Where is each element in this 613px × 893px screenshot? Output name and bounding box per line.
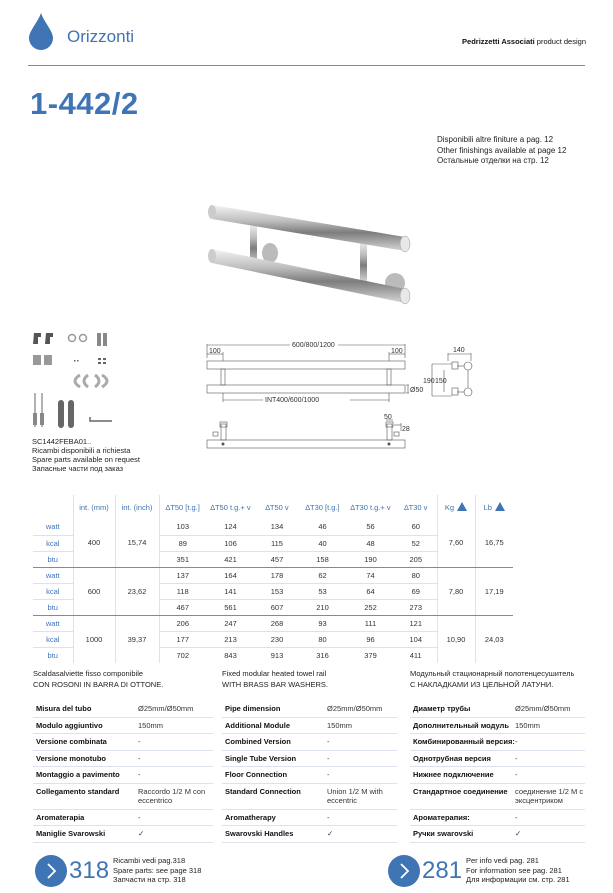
spare-parts-page-note: Ricambi vedi pag.318 Spare parts: see page 318 Запчасти на стр. 318 <box>113 856 202 884</box>
spec-row: Ручки swarovski ✓ <box>410 826 585 843</box>
dim-offset-right: 100 <box>391 348 403 355</box>
water-drop-icon <box>28 12 54 50</box>
spec-row: Swarovski Handles ✓ <box>222 826 397 843</box>
spare-parts-image <box>30 325 120 430</box>
dim-height-axis: 150 <box>435 378 447 385</box>
dim-total-width: 600/800/1200 <box>292 342 335 349</box>
info-page-number[interactable]: 281 <box>422 857 463 884</box>
table-row: kcal 89 106 115 40 48 52 <box>33 535 513 551</box>
spec-column-italian: Scaldasalviette fisso componibile CON ROSONI IN BARRA DI OTTONE. Misura del tubo Ø25mm/Ø50mm Modulo aggiuntivo 150mm Versione combinata - Versione monotubo - Montaggio a pavimento - Collegamento standard Raccordo 1/2 M con eccentrico Aromaterapia - Maniglie Svarowski ✓ <box>33 669 213 843</box>
chevron-right-icon <box>35 855 67 887</box>
spec-row: Ароматерапия: - <box>410 809 585 826</box>
spec-row: Floor Connection - <box>222 767 397 784</box>
spec-row: Стандартное соединение соединение 1/2 М с эксцентриком <box>410 783 585 809</box>
spec-row: Диаметр трубы Ø25mm/Ø50mm <box>410 701 585 717</box>
dim-bracket-depth: 28 <box>402 426 410 433</box>
spec-row: Нижнее подключение - <box>410 767 585 784</box>
designer-credit: Pedrizzetti Associati product design <box>462 37 586 46</box>
spec-row: Single Tube Version - <box>222 750 397 767</box>
spare-parts-note: SC1442FEBA01.. Ricambi disponibili a richiesta Spare parts available on request Запасные части под заказ <box>32 437 140 473</box>
header-divider <box>28 65 585 66</box>
info-page-link[interactable] <box>388 855 420 887</box>
product-code: 1-442/2 <box>30 86 139 121</box>
table-row: kcal 177 213 230 80 96 104 <box>33 631 513 647</box>
table-row: watt 600 23,62 137 164 178 62 74 80 7,80 17,19 <box>33 567 513 583</box>
weight-triangle-icon <box>495 502 505 511</box>
spec-row: Versione monotubo - <box>33 750 213 767</box>
table-row: btu 351 421 457 158 190 205 <box>33 551 513 567</box>
dim-interaxis: INT400/600/1000 <box>265 397 320 404</box>
spec-row: Combined Version - <box>222 734 397 751</box>
info-page-note: Per info vedi pag. 281 For information see pag. 281 Для информации см. стр. 281 <box>466 856 570 884</box>
chevron-right-icon <box>388 855 420 887</box>
dim-height-total: 190 <box>423 378 435 385</box>
spec-row: Дополнительный модуль 150mm <box>410 717 585 734</box>
spare-parts-page-link[interactable] <box>35 855 67 887</box>
spare-parts-page-number[interactable]: 318 <box>69 857 110 884</box>
table-row: btu 467 561 607 210 252 273 <box>33 599 513 615</box>
spec-row: Collegamento standard Raccordo 1/2 M con eccentrico <box>33 783 213 809</box>
table-row: btu 702 843 913 316 379 411 <box>33 647 513 663</box>
spec-row: Однотрубная версия - <box>410 750 585 767</box>
spec-row: Pipe dimension Ø25mm/Ø50mm <box>222 701 397 717</box>
spec-row: Montaggio a pavimento - <box>33 767 213 784</box>
spec-row: Standard Connection Union 1/2 M with eccentric <box>222 783 397 809</box>
table-row: kcal 118 141 153 53 64 69 <box>33 583 513 599</box>
spec-row: Aromatherapy - <box>222 809 397 826</box>
collection-name: Orizzonti <box>67 27 135 46</box>
spec-row: Комбинированный версия: - <box>410 734 585 751</box>
dim-bracket-width: 50 <box>384 414 392 421</box>
dim-depth: 140 <box>453 347 465 354</box>
table-row: watt 400 15,74 103 124 134 46 56 60 7,60 16,75 <box>33 519 513 535</box>
dim-tube-diameter: Ø50 <box>410 387 424 394</box>
spec-row: Modulo aggiuntivo 150mm <box>33 717 213 734</box>
spec-row: Aromaterapia - <box>33 809 213 826</box>
dim-offset-left: 100 <box>209 348 221 355</box>
spec-row: Misura del tubo Ø25mm/Ø50mm <box>33 701 213 717</box>
spec-column-russian: Модульный стационарный полотенцесушитель С НАКЛАДКАМИ ИЗ ЦЕЛЬНОЙ ЛАТУНИ. Диаметр трубы Ø25mm/Ø50mm Дополнительный модуль 150mm Комбинированный версия: - Однотрубная версия - Нижнее подключение - Стандартное соединение соединение 1/2 М с эксцентриком Ароматерапия: - Ручки swarovski ✓ <box>410 669 585 843</box>
spec-column-english: Fixed modular heated towel rail WITH BRASS BAR WASHERS. Pipe dimension Ø25mm/Ø50mm Additional Module 150mm Combined Version - Single Tube Version - Floor Connection - Standard Connection Union 1/2 M with eccentric Aromatherapy - Swarovski Handles ✓ <box>222 669 397 843</box>
finishes-note: Disponibili altre finiture a pag. 12 Other finishings available at page 12 Остальные отделки на стр. 12 <box>437 135 567 165</box>
spec-row: Versione combinata - <box>33 734 213 751</box>
product-photo <box>200 185 420 315</box>
spec-row: Additional Module 150mm <box>222 717 397 734</box>
spec-row: Maniglie Svarowski ✓ <box>33 826 213 843</box>
weight-triangle-icon <box>457 502 467 511</box>
table-header-row: int. (mm) int. (inch) ∆T50 [t.g.] ∆T50 t.g.+ v ∆T50 v ∆T30 [t.g.] ∆T30 t.g.+ v ∆T30 v Kg Lb <box>33 495 513 519</box>
technical-drawing <box>195 340 485 455</box>
table-row: watt 1000 39,37 206 247 268 93 111 121 10,90 24,03 <box>33 615 513 631</box>
heat-output-table <box>33 495 513 663</box>
